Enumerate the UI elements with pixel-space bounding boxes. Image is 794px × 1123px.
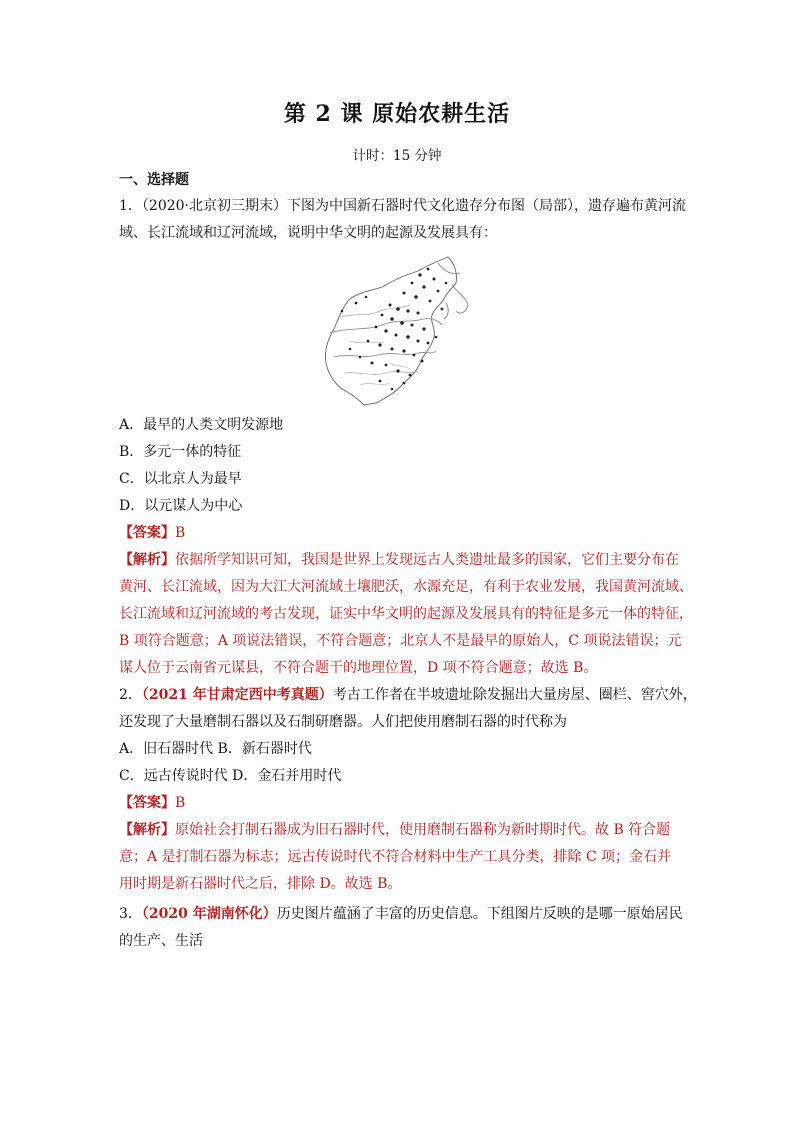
q2-analysis-line3: 用时期是新石器时代之后，排除 D。故选 B。 bbox=[119, 876, 402, 892]
q1-answer bbox=[119, 524, 185, 542]
q3-stem-text: 历史图片蕴涵了丰富的历史信息。下组图片反映的是哪一原始居民 bbox=[276, 906, 683, 922]
q1-analysis-line4: B 项符合题意；A 项说法错误，不符合题意；北京人不是最早的原始人，C 项说法错误；元 bbox=[119, 633, 682, 649]
q1-stem-line1: 1．（2020·北京初三期末）下图为中国新石器时代文化遗存分布图（局部），遗存遍布黄河流 bbox=[119, 198, 686, 214]
answer-value: B bbox=[175, 795, 186, 811]
q1-option-c: C．以北京人为最早 bbox=[119, 471, 242, 487]
section-heading: 一、选择题 bbox=[119, 172, 189, 188]
answer-tag: 【答案】 bbox=[119, 795, 175, 811]
q2-analysis-line1 bbox=[119, 821, 670, 839]
q2-stem-line2: 还发现了大量磨制石器以及石制研磨器。人们把使用磨制石器的时代称为 bbox=[119, 714, 567, 730]
q2-options-ab: A．旧石器时代 B．新石器时代 bbox=[119, 741, 312, 757]
answer-value: B bbox=[175, 525, 186, 541]
q2-number: 2． bbox=[119, 687, 142, 703]
q1-option-b: B．多元一体的特征 bbox=[119, 444, 242, 460]
analysis-text: 原始社会打制石器成为旧石器时代，使用磨制石器称为新时期时代。故 B 符合题 bbox=[175, 822, 671, 838]
q3-number: 3． bbox=[119, 906, 142, 922]
q2-answer bbox=[119, 794, 185, 812]
map-figure bbox=[320, 253, 470, 406]
q3-source: （2020 年湖南怀化） bbox=[141, 906, 277, 922]
q3-stem-line2: 的生产、生活 bbox=[119, 933, 203, 949]
analysis-tag: 【解析】 bbox=[119, 552, 175, 568]
analysis-text: 依据所学知识可知，我国是世界上发现远古人类遗址最多的国家，它们主要分布在 bbox=[175, 552, 679, 568]
analysis-tag: 【解析】 bbox=[119, 822, 175, 838]
q1-analysis-line5: 谋人位于云南省元谋县，不符合题干的地理位置，D 项不符合题意；故选 B。 bbox=[119, 660, 598, 676]
q1-analysis-line2: 黄河、长江流域，因为大江大河流域土壤肥沃，水源充足，有利于农业发展，我国黄河流域、 bbox=[119, 579, 693, 595]
timer-text: 计时：15 分钟 bbox=[352, 148, 442, 164]
q2-options-cd: C．远古传说时代 D．金石并用时代 bbox=[119, 768, 342, 784]
q2-analysis-line2: 意；A 是打制石器为标志；远古传说时代不符合材料中生产工具分类，排除 C 项；金石并 bbox=[119, 849, 672, 865]
q1-option-a: A．最早的人类文明发源地 bbox=[119, 417, 284, 433]
q1-option-d: D．以元谋人为中心 bbox=[119, 498, 243, 514]
q1-analysis-line3: 长江流域和辽河流域的考古发现，证实中华文明的起源及发展具有的特征是多元一体的特征， bbox=[119, 606, 693, 622]
lesson-title: 第 2 课 原始农耕生活 bbox=[283, 101, 511, 127]
answer-tag: 【答案】 bbox=[119, 525, 175, 541]
q2-stem-line1 bbox=[119, 686, 697, 704]
q1-analysis-line1 bbox=[119, 551, 679, 569]
q1-stem-line2: 域、长江流域和辽河流域，说明中华文明的起源及发展具有： bbox=[119, 225, 497, 241]
q3-stem-line1 bbox=[119, 905, 683, 923]
q2-stem-text: 考古工作者在半坡遗址除发掘出大量房屋、圈栏、窖穴外， bbox=[332, 687, 697, 703]
q2-source: （2021 年甘肃定西中考真题） bbox=[141, 687, 333, 703]
